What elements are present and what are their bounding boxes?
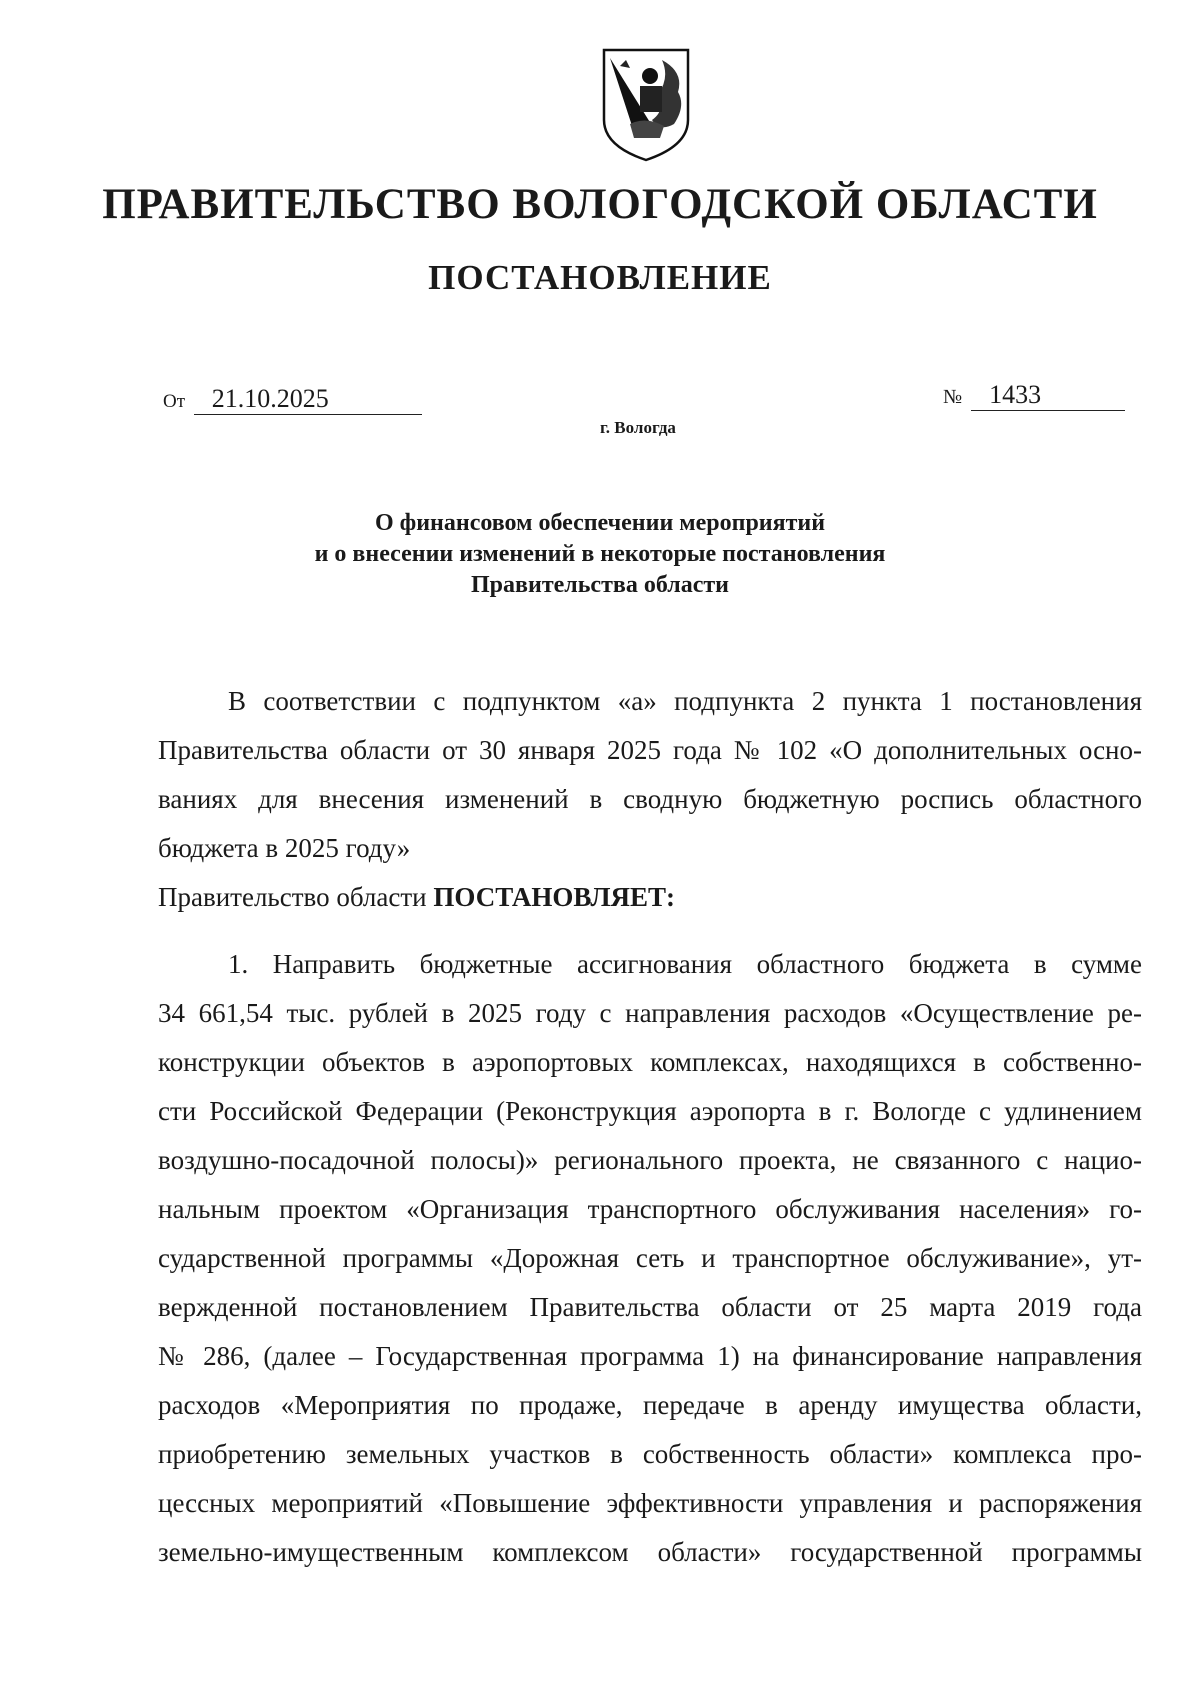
subject-line: Правительства области: [471, 572, 729, 598]
preamble-line: ваниях для внесения изменений в сводную бюджетную роспись областного: [158, 784, 1142, 814]
item1-line: конструкции объектов в аэропортовых комплексах, находящихся в собственно-: [158, 1047, 1142, 1077]
vologda-coat-of-arms-icon: [600, 46, 692, 164]
item1-line: расходов «Мероприятия по продаже, передаче в аренду имущества области,: [158, 1390, 1142, 1420]
item1-line: сударственной программы «Дорожная сеть и транспортное обслуживание», ут-: [158, 1243, 1142, 1273]
document-subject: [0, 508, 1200, 601]
subject-line: О финансовом обеспечении мероприятий: [374, 510, 826, 536]
item1-line: воздушно-посадочной полосы)» регионального проекта, не связанного с нацио-: [158, 1145, 1142, 1175]
document-number: 1433: [971, 380, 1125, 411]
item1-line: приобретению земельных участков в собственность области» комплекса про-: [158, 1439, 1142, 1469]
item1-line: цессных мероприятий «Повышение эффективности управления и распоряжения: [158, 1488, 1142, 1518]
resolves-line: [158, 873, 1142, 922]
preamble-line: В соответствии с подпунктом «а» подпункта 2 пункта 1 постановления: [228, 686, 1142, 716]
document-date: 21.10.2025: [194, 384, 422, 415]
number-prefix: №: [943, 386, 963, 408]
item1-line: 1. Направить бюджетные ассигнования областного бюджета в сумме: [228, 949, 1142, 979]
document-type: ПОСТАНОВЛЕНИЕ: [428, 258, 772, 297]
document-number-row: [943, 380, 1125, 411]
subject-line: и о внесении изменений в некоторые постановления: [314, 541, 886, 567]
document-city: г. Вологда: [600, 418, 676, 437]
date-prefix: От: [163, 391, 186, 412]
item1-line: вержденной постановлением Правительства области от 25 марта 2019 года: [158, 1292, 1142, 1322]
item1-line: № 286, (далее – Государственная программа 1) на финансирование направления: [158, 1341, 1142, 1371]
government-title: ПРАВИТЕЛЬСТВО ВОЛОГОДСКОЙ ОБЛАСТИ: [102, 181, 1098, 228]
resolves-keyword: ПОСТАНОВЛЯЕТ:: [433, 882, 675, 912]
item1-line: сти Российской Федерации (Реконструкция аэропорта в г. Вологде с удлинением: [158, 1096, 1142, 1126]
document-date-row: [163, 384, 422, 415]
preamble-line: Правительства области от 30 января 2025 года № 102 «О дополнительных осно-: [158, 735, 1142, 765]
resolves-prefix: Правительство области: [158, 882, 434, 912]
item1-line: нальным проектом «Организация транспортного обслуживания населения» го-: [158, 1194, 1142, 1224]
document-body: [158, 677, 1142, 1577]
item1-line: 34 661,54 тыс. рублей в 2025 году с направления расходов «Осуществление ре-: [158, 998, 1142, 1028]
preamble-line: бюджета в 2025 году»: [158, 833, 411, 863]
item1-line: земельно-имущественным комплексом области» государственной программы: [158, 1537, 1142, 1567]
